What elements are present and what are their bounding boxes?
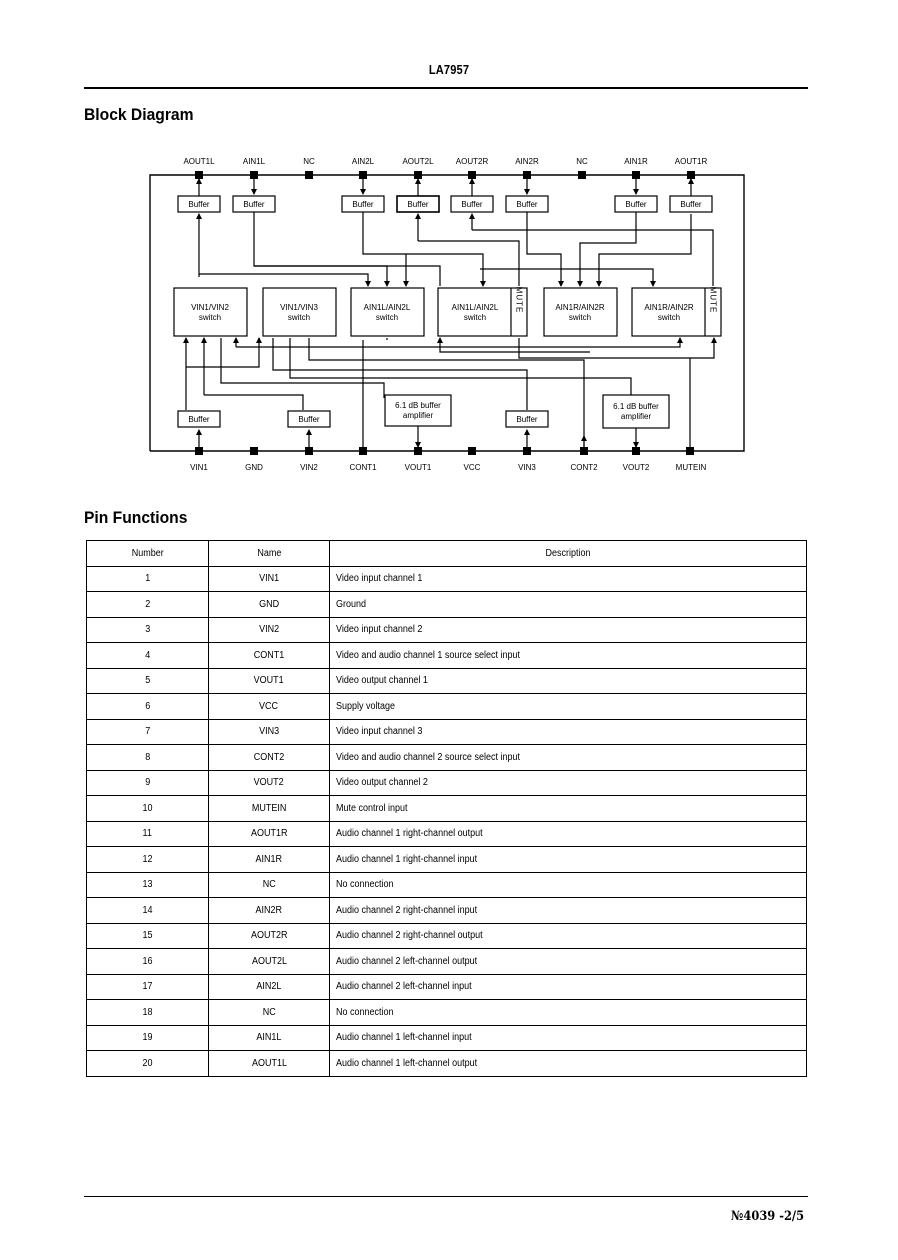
pin-description-cell: Supply voltage xyxy=(330,694,807,720)
pin-label: VIN2 xyxy=(300,463,318,472)
pin-marker xyxy=(523,447,531,455)
column-header-name: Name xyxy=(209,541,330,567)
pin-label: AIN1L xyxy=(242,157,266,166)
pin-description-cell: Video input channel 3 xyxy=(330,719,807,745)
pin-description-cell: Mute control input xyxy=(330,796,807,822)
pin-label: NC xyxy=(576,157,588,166)
pin-marker xyxy=(414,447,422,455)
pin-number-cell: 14 xyxy=(87,898,209,924)
pin-label: AIN2R xyxy=(515,157,539,166)
pin-label: MUTEIN xyxy=(675,463,707,472)
pin-number-cell: 1 xyxy=(87,566,209,592)
top-pin-labels xyxy=(183,157,707,166)
pin-number-cell: 9 xyxy=(87,770,209,796)
mute-label: MUTE xyxy=(708,286,718,314)
buffer-block xyxy=(178,196,220,212)
switch-ain1r-ain2r xyxy=(544,288,617,336)
table-row xyxy=(87,719,807,745)
buffer-block xyxy=(288,411,330,427)
pin-functions-table xyxy=(86,540,807,1077)
switch-blocks xyxy=(174,287,721,336)
table-row xyxy=(87,770,807,796)
pin-marker xyxy=(195,447,203,455)
pin-name-cell: AOUT2L xyxy=(209,949,330,975)
column-header-description: Description xyxy=(330,541,807,567)
buffer-label: Buffer xyxy=(352,200,374,209)
pin-number-cell: 4 xyxy=(87,643,209,669)
buffer-block xyxy=(506,411,548,427)
switch-vin1-vin2 xyxy=(174,288,247,336)
buffer-block xyxy=(451,196,493,212)
page-number: №4039 -2/5 xyxy=(730,1209,804,1224)
pin-name-cell: GND xyxy=(209,592,330,618)
amplifier-label: 6.1 dB buffer xyxy=(613,402,659,411)
buffer-label: Buffer xyxy=(516,415,538,424)
pin-marker xyxy=(250,171,258,179)
pin-description-cell: Video input channel 2 xyxy=(330,617,807,643)
table-row xyxy=(87,1000,807,1026)
pin-number-cell: 10 xyxy=(87,796,209,822)
pin-number-cell: 8 xyxy=(87,745,209,771)
switch-vin1-vin3 xyxy=(263,288,336,336)
pin-label: AOUT2R xyxy=(455,157,489,166)
pin-name-cell: AIN2R xyxy=(209,898,330,924)
pin-description-cell: No connection xyxy=(330,1000,807,1026)
switch-ain1l-ain2l-mute xyxy=(438,287,527,336)
switch-label: switch xyxy=(568,313,592,322)
pin-name-cell: AIN2L xyxy=(209,974,330,1000)
pin-label: CONT2 xyxy=(570,463,598,472)
pin-name-cell: VIN1 xyxy=(209,566,330,592)
pin-name-cell: VIN2 xyxy=(209,617,330,643)
table-row xyxy=(87,617,807,643)
pin-name-cell: AIN1R xyxy=(209,847,330,873)
bottom-blocks xyxy=(178,395,669,428)
pin-description-cell: Video and audio channel 1 source select input xyxy=(330,643,807,669)
pin-marker xyxy=(578,171,586,179)
amplifier-label: amplifier xyxy=(402,411,434,420)
mute-label: MUTE xyxy=(514,286,524,314)
switch-ain1r-ain2r-mute xyxy=(632,287,721,336)
switch-ain1l-ain2l xyxy=(351,288,424,336)
pin-name-cell: CONT1 xyxy=(209,643,330,669)
pin-marker xyxy=(305,171,313,179)
switch-label: AIN1L/AIN2L xyxy=(363,303,411,312)
pin-marker xyxy=(359,171,367,179)
pin-number-cell: 3 xyxy=(87,617,209,643)
pin-number-cell: 12 xyxy=(87,847,209,873)
block-diagram xyxy=(0,0,898,500)
table-row xyxy=(87,872,807,898)
pin-marker xyxy=(580,447,588,455)
block-diagram-heading: Block Diagram xyxy=(84,105,194,124)
switch-label: switch xyxy=(287,313,311,322)
pin-description-cell: Audio channel 1 left-channel output xyxy=(330,1051,807,1077)
pin-number-cell: 7 xyxy=(87,719,209,745)
buffer-label: Buffer xyxy=(188,415,210,424)
buffer-block xyxy=(233,196,275,212)
pin-marker xyxy=(632,447,640,455)
pin-label: VIN1 xyxy=(190,463,208,472)
amplifier-block xyxy=(603,395,669,428)
switch-label: AIN1L/AIN2L xyxy=(451,303,499,312)
buffer-label: Buffer xyxy=(407,200,429,209)
pin-description-cell: No connection xyxy=(330,872,807,898)
pin-marker xyxy=(414,171,422,179)
pin-label: AIN1R xyxy=(624,157,648,166)
pin-description-cell: Video input channel 1 xyxy=(330,566,807,592)
pin-number-cell: 11 xyxy=(87,821,209,847)
pin-label: AOUT1R xyxy=(674,157,708,166)
pin-name-cell: AIN1L xyxy=(209,1025,330,1051)
table-row xyxy=(87,643,807,669)
pin-name-cell: NC xyxy=(209,872,330,898)
pin-marker xyxy=(632,171,640,179)
table-row xyxy=(87,949,807,975)
buffer-label: Buffer xyxy=(516,200,538,209)
switch-label: switch xyxy=(375,313,399,322)
pin-label: GND xyxy=(245,463,263,472)
bottom-pin-labels xyxy=(190,463,706,472)
pin-name-cell: MUTEIN xyxy=(209,796,330,822)
pin-description-cell: Audio channel 1 right-channel output xyxy=(330,821,807,847)
pin-number-cell: 17 xyxy=(87,974,209,1000)
buffer-block xyxy=(397,196,439,212)
pin-label: NC xyxy=(303,157,315,166)
table-row xyxy=(87,898,807,924)
footer-rule xyxy=(84,1196,808,1197)
pin-name-cell: NC xyxy=(209,1000,330,1026)
pin-marker xyxy=(195,171,203,179)
pin-number-cell: 6 xyxy=(87,694,209,720)
switch-label: switch xyxy=(657,313,681,322)
pin-description-cell: Audio channel 2 right-channel output xyxy=(330,923,807,949)
buffer-label: Buffer xyxy=(298,415,320,424)
document-part-number: LA7957 xyxy=(428,62,470,77)
buffer-block xyxy=(178,411,220,427)
table-row xyxy=(87,1025,807,1051)
pin-description-cell: Video and audio channel 2 source select input xyxy=(330,745,807,771)
pin-label: CONT1 xyxy=(349,463,377,472)
pin-number-cell: 20 xyxy=(87,1051,209,1077)
table-row xyxy=(87,1051,807,1077)
pin-label: VCC xyxy=(463,463,481,472)
pin-marker xyxy=(523,171,531,179)
pin-label: AOUT1L xyxy=(183,157,215,166)
pin-marker xyxy=(686,447,694,455)
table-row xyxy=(87,847,807,873)
pin-number-cell: 2 xyxy=(87,592,209,618)
amplifier-label: amplifier xyxy=(620,412,652,421)
column-header-number: Number xyxy=(87,541,209,567)
pin-marker xyxy=(468,447,476,455)
table-row xyxy=(87,592,807,618)
buffer-block xyxy=(506,196,548,212)
buffer-block xyxy=(615,196,657,212)
buffer-label: Buffer xyxy=(680,200,702,209)
pin-label: AOUT2L xyxy=(402,157,434,166)
pin-label: VOUT1 xyxy=(404,463,432,472)
pin-label: AIN2L xyxy=(351,157,375,166)
top-buffers xyxy=(178,196,712,212)
table-row xyxy=(87,821,807,847)
pin-name-cell: AOUT1R xyxy=(209,821,330,847)
pin-description-cell: Audio channel 2 right-channel input xyxy=(330,898,807,924)
pin-name-cell: VIN3 xyxy=(209,719,330,745)
pin-name-cell: VOUT2 xyxy=(209,770,330,796)
pin-description-cell: Audio channel 1 right-channel input xyxy=(330,847,807,873)
switch-label: AIN1R/AIN2R xyxy=(555,303,605,312)
pin-number-cell: 5 xyxy=(87,668,209,694)
pin-number-cell: 13 xyxy=(87,872,209,898)
pin-name-cell: AOUT2R xyxy=(209,923,330,949)
pin-description-cell: Audio channel 2 left-channel input xyxy=(330,974,807,1000)
pin-number-cell: 18 xyxy=(87,1000,209,1026)
table-row xyxy=(87,694,807,720)
pin-marker xyxy=(305,447,313,455)
buffer-block xyxy=(342,196,384,212)
pin-description-cell: Video output channel 2 xyxy=(330,770,807,796)
pin-number-cell: 19 xyxy=(87,1025,209,1051)
buffer-label: Buffer xyxy=(243,200,265,209)
amplifier-block xyxy=(385,395,451,426)
table-row xyxy=(87,668,807,694)
pin-name-cell: VOUT1 xyxy=(209,668,330,694)
switch-label: switch xyxy=(198,313,222,322)
amplifier-label: 6.1 dB buffer xyxy=(395,401,441,410)
buffer-label: Buffer xyxy=(188,200,210,209)
buffer-label: Buffer xyxy=(461,200,483,209)
pin-name-cell: AOUT1L xyxy=(209,1051,330,1077)
switch-label: VIN1/VIN2 xyxy=(191,303,229,312)
pin-description-cell: Ground xyxy=(330,592,807,618)
pin-marker xyxy=(687,171,695,179)
switch-label: switch xyxy=(463,313,487,322)
pin-name-cell: VCC xyxy=(209,694,330,720)
switch-label: VIN1/VIN3 xyxy=(280,303,318,312)
table-row xyxy=(87,974,807,1000)
pin-marker xyxy=(250,447,258,455)
pin-marker xyxy=(468,171,476,179)
pin-functions-heading: Pin Functions xyxy=(84,508,188,527)
pin-label: VOUT2 xyxy=(622,463,650,472)
switch-label: AIN1R/AIN2R xyxy=(644,303,694,312)
pin-name-cell: CONT2 xyxy=(209,745,330,771)
pin-description-cell: Audio channel 1 left-channel input xyxy=(330,1025,807,1051)
table-row xyxy=(87,745,807,771)
table-row xyxy=(87,923,807,949)
pin-number-cell: 15 xyxy=(87,923,209,949)
buffer-label: Buffer xyxy=(625,200,647,209)
pin-number-cell: 16 xyxy=(87,949,209,975)
buffer-block xyxy=(670,196,712,212)
table-row xyxy=(87,796,807,822)
table-header-row xyxy=(87,541,807,567)
pin-description-cell: Video output channel 1 xyxy=(330,668,807,694)
table-row xyxy=(87,566,807,592)
pin-description-cell: Audio channel 2 left-channel output xyxy=(330,949,807,975)
pin-marker xyxy=(359,447,367,455)
pin-label: VIN3 xyxy=(518,463,536,472)
